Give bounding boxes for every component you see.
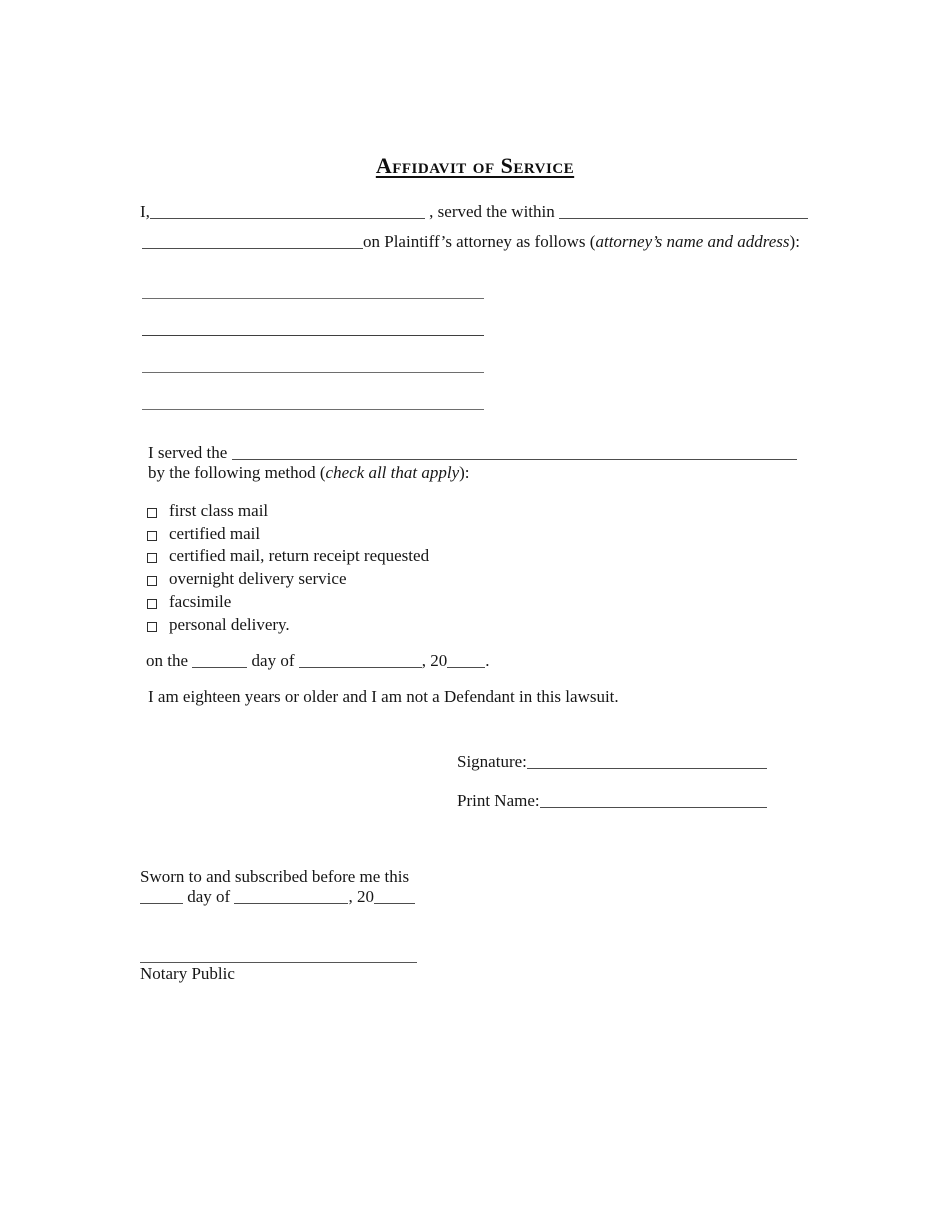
attorney-address-line-2[interactable]: [142, 335, 484, 336]
service-month-field[interactable]: [299, 653, 422, 668]
method-row-overnight-delivery: [147, 568, 429, 591]
method-row-personal-delivery: [147, 614, 429, 637]
checkbox-certified-mail-rrr[interactable]: [147, 553, 157, 563]
method-close-paren: ):: [459, 463, 470, 482]
method-label: certified mail, return receipt requested: [169, 546, 430, 566]
served-item-field[interactable]: [232, 445, 797, 460]
affirmation-line: [148, 687, 619, 707]
method-lead-text: by the following method (: [148, 463, 326, 482]
method-row-facsimile: [147, 591, 429, 614]
intro-close-paren: ):: [789, 232, 800, 251]
served-document-field-continued[interactable]: [142, 234, 363, 249]
intro-served-within: , served the within: [424, 202, 560, 221]
served-line: [148, 443, 797, 463]
service-date-line: [146, 651, 490, 671]
notary-day-field[interactable]: [140, 889, 183, 904]
intro-i-comma: I,: [140, 202, 150, 221]
method-label: facsimile: [169, 591, 232, 611]
notary-signature-line[interactable]: [140, 962, 417, 963]
notary-public-line: [140, 964, 235, 984]
served-lead-text: I served the: [148, 443, 232, 462]
method-row-certified-mail: [147, 523, 429, 546]
affiant-name-field[interactable]: [150, 204, 425, 219]
method-row-first-class-mail: [147, 500, 429, 523]
date-comma-20: , 20: [421, 651, 448, 670]
attorney-address-line-4[interactable]: [142, 409, 484, 410]
attorney-address-line-3[interactable]: [142, 372, 484, 373]
title-container: [0, 153, 950, 179]
notary-year-field[interactable]: [374, 889, 415, 904]
notary-public-label: Notary Public: [140, 964, 235, 983]
method-label: first class mail: [169, 501, 269, 520]
method-label: overnight delivery service: [169, 569, 347, 589]
checkbox-facsimile[interactable]: [147, 599, 157, 609]
notary-month-field[interactable]: [234, 889, 348, 904]
checkbox-certified-mail[interactable]: [147, 531, 157, 541]
sworn-comma-20: , 20: [348, 887, 374, 906]
method-label: personal delivery.: [169, 614, 290, 634]
service-year-field[interactable]: [447, 653, 485, 668]
attorney-address-line-1[interactable]: [142, 298, 484, 299]
method-line: [148, 463, 470, 483]
sworn-text: Sworn to and subscribed before me this: [140, 867, 410, 886]
affirmation-text: I am eighteen years or older and I am not a Defendant in this lawsuit.: [148, 687, 619, 706]
date-on-the: on the: [146, 651, 193, 670]
print-name-line: [457, 791, 767, 811]
print-name-label: Print Name:: [457, 791, 540, 810]
document-title: Affidavit of Service: [375, 153, 575, 178]
method-label: certified mail: [169, 523, 261, 543]
print-name-field[interactable]: [540, 793, 767, 808]
sworn-line-2: [140, 887, 415, 907]
signature-label: Signature:: [457, 752, 527, 771]
date-day-of: day of: [247, 651, 299, 670]
sworn-day-of: day of: [183, 887, 235, 906]
attorney-name-hint: attorney’s name and address: [595, 232, 790, 251]
signature-field[interactable]: [527, 754, 767, 769]
service-method-checklist: [147, 500, 429, 636]
checkbox-overnight-delivery[interactable]: [147, 576, 157, 586]
check-all-hint: check all that apply: [325, 463, 460, 482]
intro-line-2: [142, 232, 800, 252]
method-row-certified-mail-rrr: [147, 545, 429, 568]
checkbox-first-class-mail[interactable]: [147, 508, 157, 518]
sworn-line-1: [140, 867, 409, 887]
intro-on-plaintiffs: on Plaintiff’s attorney as follows (: [363, 232, 596, 251]
intro-line-1: [140, 202, 808, 222]
served-document-field[interactable]: [559, 204, 808, 219]
signature-line: [457, 752, 767, 772]
checkbox-personal-delivery[interactable]: [147, 622, 157, 632]
service-day-field[interactable]: [192, 653, 247, 668]
date-period: .: [485, 651, 490, 670]
